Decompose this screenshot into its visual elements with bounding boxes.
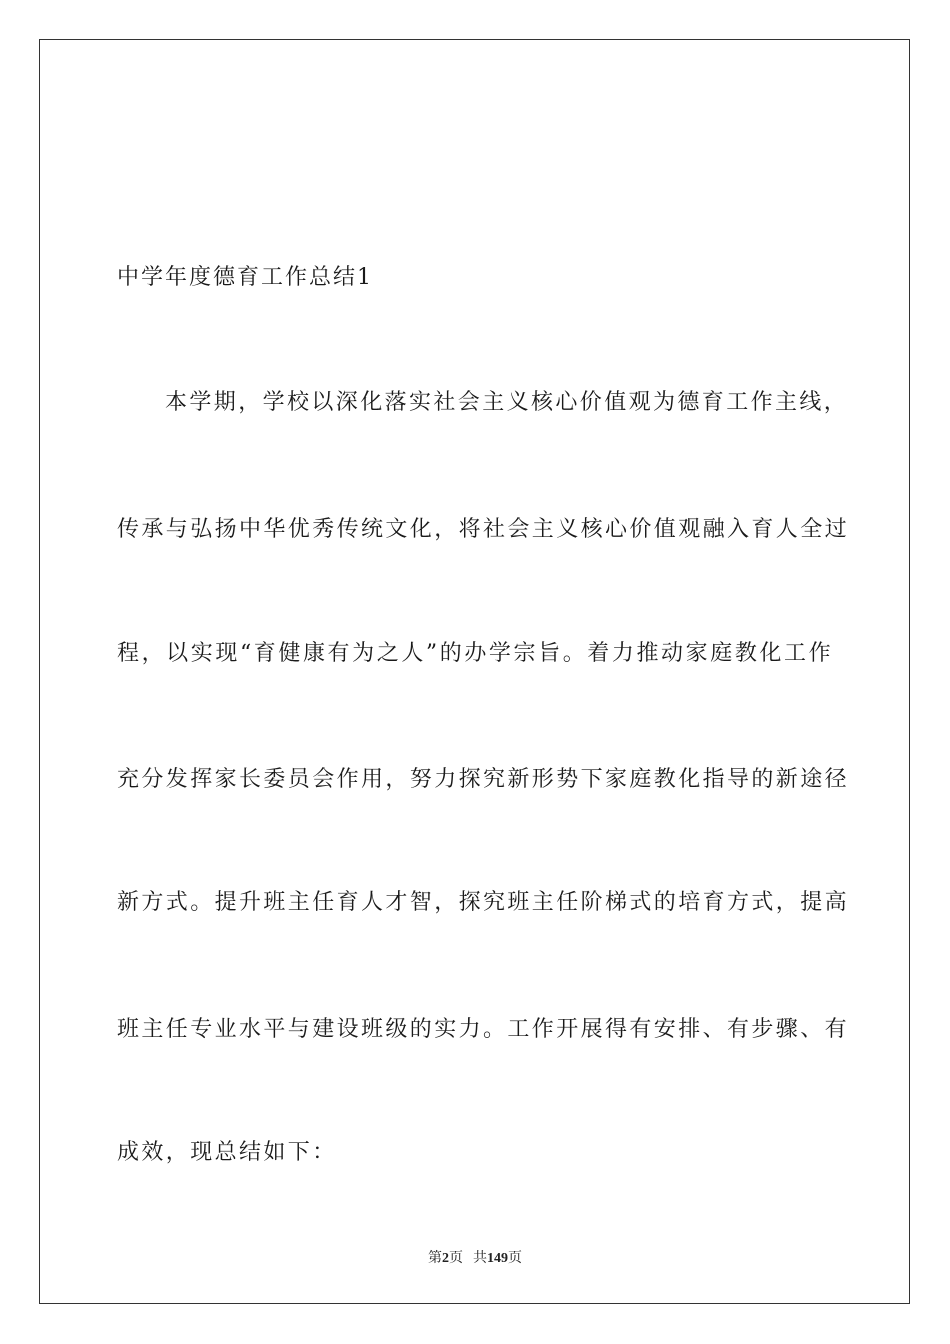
total-prefix: 共 (473, 1251, 487, 1266)
paragraph-line: 本学期，学校以深化落实社会主义核心价值观为德育工作主线， (165, 390, 849, 415)
total-page-count: 149 (487, 1251, 508, 1266)
paragraph-line: 班主任专业水平与建设班级的实力。工作开展得有安排、有步骤、有 (117, 1017, 850, 1042)
current-page-number: 2 (442, 1251, 449, 1266)
paragraph-line: 充分发挥家长委员会作用，努力探究新形势下家庭教化指导的新途径 (117, 767, 850, 792)
page-border (39, 39, 910, 1304)
document-title: 中学年度德育工作总结1 (117, 265, 373, 290)
paragraph-line: 程，以实现“育健康有为之人”的办学宗旨。着力推动家庭教化工作 (117, 641, 833, 666)
paragraph-line: 成效，现总结如下： (117, 1140, 337, 1165)
total-suffix: 页 (508, 1251, 522, 1266)
paragraph-line: 传承与弘扬中华优秀传统文化，将社会主义核心价值观融入育人全过 (117, 517, 850, 542)
page-prefix: 第 (428, 1251, 442, 1266)
paragraph-line: 新方式。提升班主任育人才智，探究班主任阶梯式的培育方式，提高 (117, 890, 850, 915)
page-suffix: 页 (449, 1251, 463, 1266)
page-footer (0, 1247, 950, 1267)
